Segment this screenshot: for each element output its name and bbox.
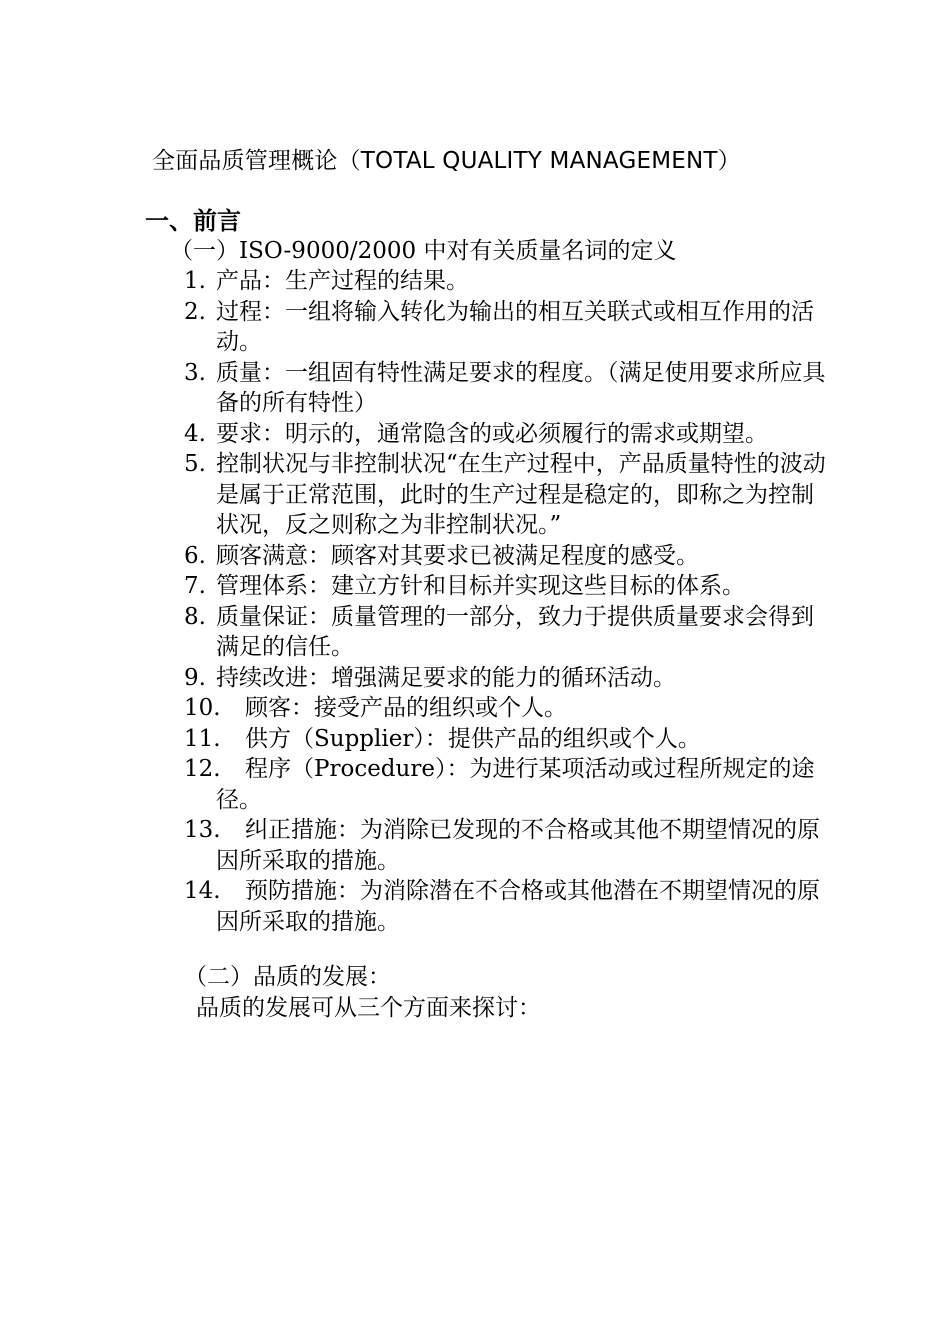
list-item: [184, 876, 834, 937]
list-item-number: 11.: [184, 725, 221, 752]
list-item-text: 顾客：接受产品的组织或个人。: [245, 695, 567, 721]
list-item-text: 控制状况与非控制状况“在生产过程中，产品质量特性的波动是属于正常范围，此时的生产过程是稳定的，即称之为控制状况，反之则称之为非控制状况。”: [216, 451, 826, 538]
list-item: [184, 663, 834, 694]
list-item-number: 13.: [184, 817, 221, 843]
list-item-number: 14.: [184, 878, 221, 904]
list-item-text: 持续改进：增强满足要求的能力的循环活动。: [216, 664, 676, 691]
list-item: [184, 449, 834, 541]
list-item-text: 过程：一组将输入转化为输出的相互关联式或相互作用的活动。: [216, 298, 814, 355]
list-item: [184, 358, 834, 419]
subsection-heading-development: （二）品质的发展：: [184, 964, 391, 990]
list-item: [184, 266, 834, 297]
list-item-number: 5.: [184, 451, 206, 477]
list-item-text: 供方（Supplier）：提供产品的组织或个人。: [245, 725, 701, 752]
list-item: [184, 541, 834, 572]
list-item-number: 2.: [184, 298, 206, 325]
list-item-text: 顾客满意：顾客对其要求已被满足程度的感受。: [216, 542, 699, 569]
list-item: [184, 754, 834, 815]
list-item-number: 7.: [184, 573, 206, 599]
list-item-number: 6.: [184, 542, 206, 569]
definition-list: [184, 266, 834, 937]
list-item-text: 要求：明示的，通常隐含的或必须履行的需求或期望。: [216, 420, 768, 447]
list-item: [184, 602, 834, 663]
list-item-text: 预防措施：为消除潜在不合格或其他潜在不期望情况的原因所采取的措施。: [216, 878, 820, 935]
list-item: [184, 724, 834, 755]
list-item-text: 产品：生产过程的结果。: [216, 268, 469, 294]
list-item-text: 质量保证：质量管理的一部分，致力于提供质量要求会得到满足的信任。: [216, 603, 814, 660]
list-item-text: 程序（Procedure）：为进行某项活动或过程所规定的途径。: [216, 756, 815, 813]
list-item-number: 8.: [184, 603, 206, 630]
list-item: [184, 571, 834, 602]
body-paragraph: 品质的发展可从三个方面来探讨：: [196, 995, 541, 1021]
subsection-heading-definitions: （一）ISO-9000/2000 中对有关质量名词的定义: [170, 238, 677, 264]
list-item: [184, 297, 834, 358]
list-item-number: 9.: [184, 664, 206, 691]
section-heading-foreword: 一、前言: [145, 207, 241, 235]
list-item-text: 质量：一组固有特性满足要求的程度。（满足使用要求所应具备的所有特性）: [216, 359, 826, 416]
list-item: [184, 815, 834, 876]
list-item-number: 12.: [184, 756, 221, 782]
list-item-number: 1.: [184, 268, 206, 294]
list-item-text: 管理体系：建立方针和目标并实现这些目标的体系。: [216, 573, 745, 599]
list-item-number: 3.: [184, 359, 206, 386]
list-item-number: 4.: [184, 420, 206, 447]
list-item: [184, 693, 834, 724]
list-item: [184, 419, 834, 450]
list-item-text: 纠正措施：为消除已发现的不合格或其他不期望情况的原因所采取的措施。: [216, 817, 820, 874]
document-title: 全面品质管理概论（TOTAL QUALITY MANAGEMENT）: [152, 148, 741, 174]
list-item-number: 10.: [184, 695, 221, 721]
